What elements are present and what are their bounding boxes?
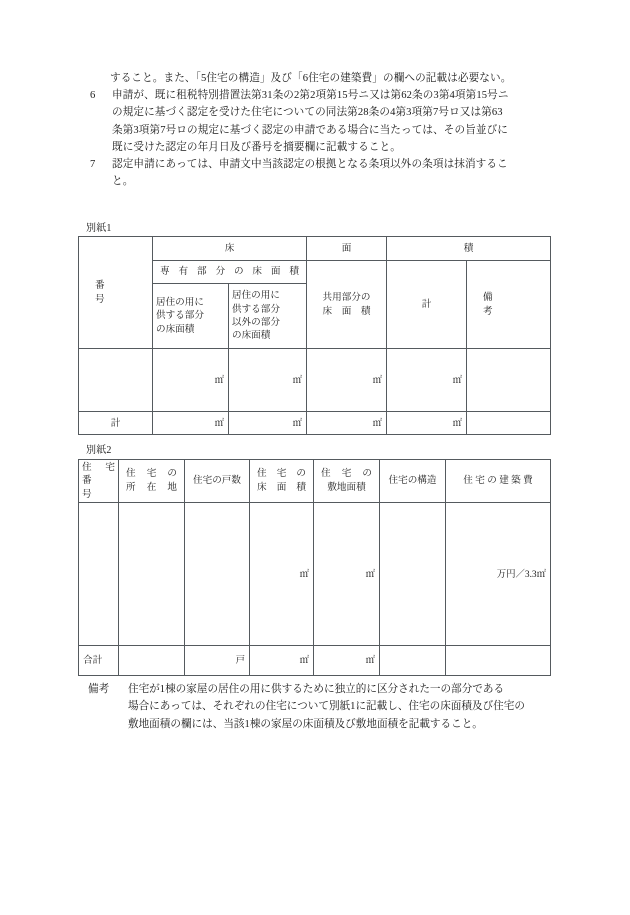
table2-caption: 別紙2 xyxy=(86,445,112,456)
table1-header-group-yuka: 床 xyxy=(153,237,307,261)
table1-header-exclusive-area: 専有部分の床面積 xyxy=(153,261,307,284)
table1-header-total: 計 xyxy=(387,261,467,349)
note-item-7-line-2: と。 xyxy=(112,176,134,188)
remarks-label: 備考 xyxy=(88,684,110,695)
table2-total-label: 合計 xyxy=(79,646,119,676)
table1-header-remarks: 備 考 xyxy=(467,261,551,349)
table1-total-remarks-cell[interactable] xyxy=(467,412,551,435)
note-intro-line: すること。また、「5住宅の構造」及び「6住宅の建築費」の欄への記載は必要ない。 xyxy=(110,73,512,84)
table2-total-floor-area-cell[interactable]: ㎡ xyxy=(250,646,314,676)
table1-header-group-men: 面 xyxy=(307,237,387,261)
instruction-notes xyxy=(0,70,630,190)
table2-header-structure: 住宅の構造 xyxy=(380,460,446,503)
table2-header-row xyxy=(79,460,551,503)
table2-data-construction-cost-cell[interactable]: 万円／3.3㎡ xyxy=(446,503,551,646)
note-item-7-body xyxy=(112,156,630,190)
table1-header-common-area: 共用部分の 床 面 積 xyxy=(307,261,387,349)
table1-total-total-cell[interactable]: ㎡ xyxy=(387,412,467,435)
note-intro-row xyxy=(0,70,630,87)
table1-total-label: 計 xyxy=(79,412,153,435)
table1-total-common-cell[interactable]: ㎡ xyxy=(307,412,387,435)
table1-data-number-cell[interactable] xyxy=(79,349,153,412)
table2-header-floor-area: 住 宅 の 床 面 積 xyxy=(250,460,314,503)
remarks-row xyxy=(0,681,630,698)
note-item-7-line-1: 認定申請にあっては、申請文中当該認定の根拠となる条項以外の条項は抹消するこ xyxy=(112,158,508,170)
note-item-6-line-2: の規定に基づく認定を受けた住宅についての同法第28条の4第3項第7号ロ又は第63 xyxy=(112,107,503,119)
table1-header-group-seki: 積 xyxy=(387,237,551,261)
table2-house-list xyxy=(78,459,551,676)
note-item-6-line-1: 申請が、既に租税特別措置法第31条の2第2項第15号ニ又は第62条の3第4項第15号ニ xyxy=(112,90,509,102)
table2-data-house-number-cell[interactable] xyxy=(79,503,119,646)
note-item-6-line-3: 条第3項第7号ロの規定に基づく認定の申請である場合に当たっては、その旨並びに xyxy=(112,124,508,136)
table2-total-construction-cost-cell[interactable] xyxy=(446,646,551,676)
table1-data-remarks-cell[interactable] xyxy=(467,349,551,412)
table1-data-common-cell[interactable]: ㎡ xyxy=(307,349,387,412)
table2-header-house-number: 住 宅 番 号 xyxy=(79,460,119,503)
note-item-7 xyxy=(90,156,630,190)
table1-header-residential-use: 居住の用に 供する部分 の床面積 xyxy=(153,284,229,349)
table2-header-location: 住 宅 の 所 在 地 xyxy=(119,460,185,503)
table1-total-non-residential-cell[interactable]: ㎡ xyxy=(229,412,307,435)
remarks-block xyxy=(0,681,630,733)
table2-data-row xyxy=(79,503,551,646)
table2-total-location-cell[interactable] xyxy=(119,646,185,676)
table1-total-row xyxy=(79,412,551,435)
note-item-6-body xyxy=(112,87,630,156)
note-item-7-number: 7 xyxy=(90,158,96,170)
table2-header-construction-cost: 住 宅 の 建 築 費 xyxy=(446,460,551,503)
remarks-line-2: 場合にあっては、それぞれの住宅について別紙1に記載し、住宅の床面積及び住宅の xyxy=(128,701,525,713)
table1-data-non-residential-cell[interactable]: ㎡ xyxy=(229,349,307,412)
table2-data-structure-cell[interactable] xyxy=(380,503,446,646)
table2-header-unit-count: 住宅の戸数 xyxy=(185,460,250,503)
note-item-6 xyxy=(90,87,630,156)
table2-header-site-area: 住 宅 の 敷地面積 xyxy=(314,460,380,503)
table2-data-site-area-cell[interactable]: ㎡ xyxy=(314,503,380,646)
table1-header-row-1 xyxy=(79,237,551,261)
table2-total-site-area-cell[interactable]: ㎡ xyxy=(314,646,380,676)
table1-floor-area xyxy=(78,236,551,435)
table1-data-row xyxy=(79,349,551,412)
remarks-body xyxy=(128,681,630,698)
table2-total-unit-count-cell[interactable]: 戸 xyxy=(185,646,250,676)
table1-total-residential-cell[interactable]: ㎡ xyxy=(153,412,229,435)
table1-caption: 別紙1 xyxy=(86,223,112,234)
remarks-line-1: 住宅が1棟の家屋の居住の用に供するために独立的に区分された一の部分である xyxy=(128,684,505,695)
note-item-6-line-4: 既に受けた認定の年月日及び番号を摘要欄に記載すること。 xyxy=(112,141,401,153)
table2-total-row xyxy=(79,646,551,676)
table2-data-location-cell[interactable] xyxy=(119,503,185,646)
table1-data-total-cell[interactable]: ㎡ xyxy=(387,349,467,412)
table1-header-number: 番 号 xyxy=(79,237,153,349)
table2-data-unit-count-cell[interactable] xyxy=(185,503,250,646)
remarks-line-3: 敷地面積の欄には、当該1棟の家屋の床面積及び敷地面積を記載すること。 xyxy=(128,718,483,730)
table2-total-structure-cell[interactable] xyxy=(380,646,446,676)
table2-data-floor-area-cell[interactable]: ㎡ xyxy=(250,503,314,646)
note-item-6-number: 6 xyxy=(90,90,96,102)
table1-header-non-residential-use: 居住の用に 供する部分 以外の部分 の床面積 xyxy=(229,284,307,349)
table1-data-residential-cell[interactable]: ㎡ xyxy=(153,349,229,412)
